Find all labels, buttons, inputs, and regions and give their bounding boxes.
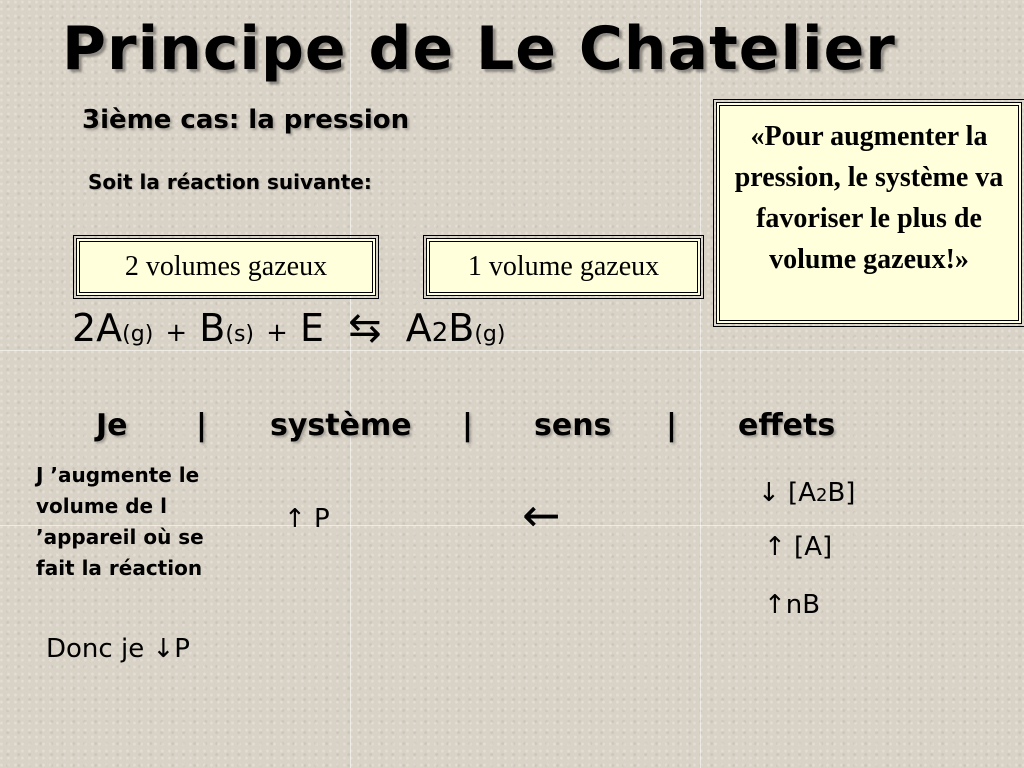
product-b: B	[448, 306, 475, 350]
action-note: J ’augmente le volume de l ’appareil où se fait la réaction	[36, 463, 204, 580]
header-je: Je	[96, 408, 128, 443]
effect-text: ↓ [A	[758, 478, 816, 508]
header-effets: effets	[738, 408, 836, 443]
header-separator: |	[666, 408, 677, 443]
effect-concentration-a: ↑ [A]	[764, 532, 833, 562]
conclusion-text: Donc je ↓P	[46, 634, 190, 664]
header-separator: |	[462, 408, 473, 443]
plus-sign: +	[266, 318, 288, 348]
grid-line	[700, 0, 701, 768]
product-subscript: 2	[431, 318, 449, 348]
header-sens: sens	[534, 408, 612, 443]
page-title: Principe de Le Chatelier	[62, 14, 896, 84]
product-a: A	[405, 306, 432, 350]
energy-term: E	[300, 306, 325, 350]
page-subtitle: 3ième cas: la pression	[82, 105, 410, 135]
plus-sign: +	[165, 318, 188, 348]
effect-subscript: 2	[815, 485, 828, 506]
header-separator: |	[196, 408, 207, 443]
equilibrium-arrow-icon: ⇆	[348, 305, 382, 351]
reaction-equation	[72, 305, 505, 351]
state-a: (g)	[122, 322, 154, 347]
left-arrow-icon: ←	[522, 488, 561, 542]
state-product: (g)	[474, 322, 506, 347]
effect-text: B]	[827, 478, 856, 508]
systeme-value: ↑ P	[284, 504, 330, 534]
quote-box: «Pour augmenter la pression, le système va favoriser le plus de volume gazeux!»	[716, 102, 1022, 324]
effect-concentration-product	[758, 478, 855, 508]
reactant-b: B	[199, 306, 226, 350]
reactant-a: 2A	[72, 306, 123, 350]
box-one-volume: 1 volume gazeux	[426, 238, 701, 296]
header-systeme: système	[270, 408, 412, 443]
box-two-volumes: 2 volumes gazeux	[76, 238, 376, 296]
state-b: (s)	[225, 322, 255, 347]
intro-text: Soit la réaction suivante:	[88, 170, 372, 194]
effect-moles-b: ↑nB	[764, 590, 821, 620]
